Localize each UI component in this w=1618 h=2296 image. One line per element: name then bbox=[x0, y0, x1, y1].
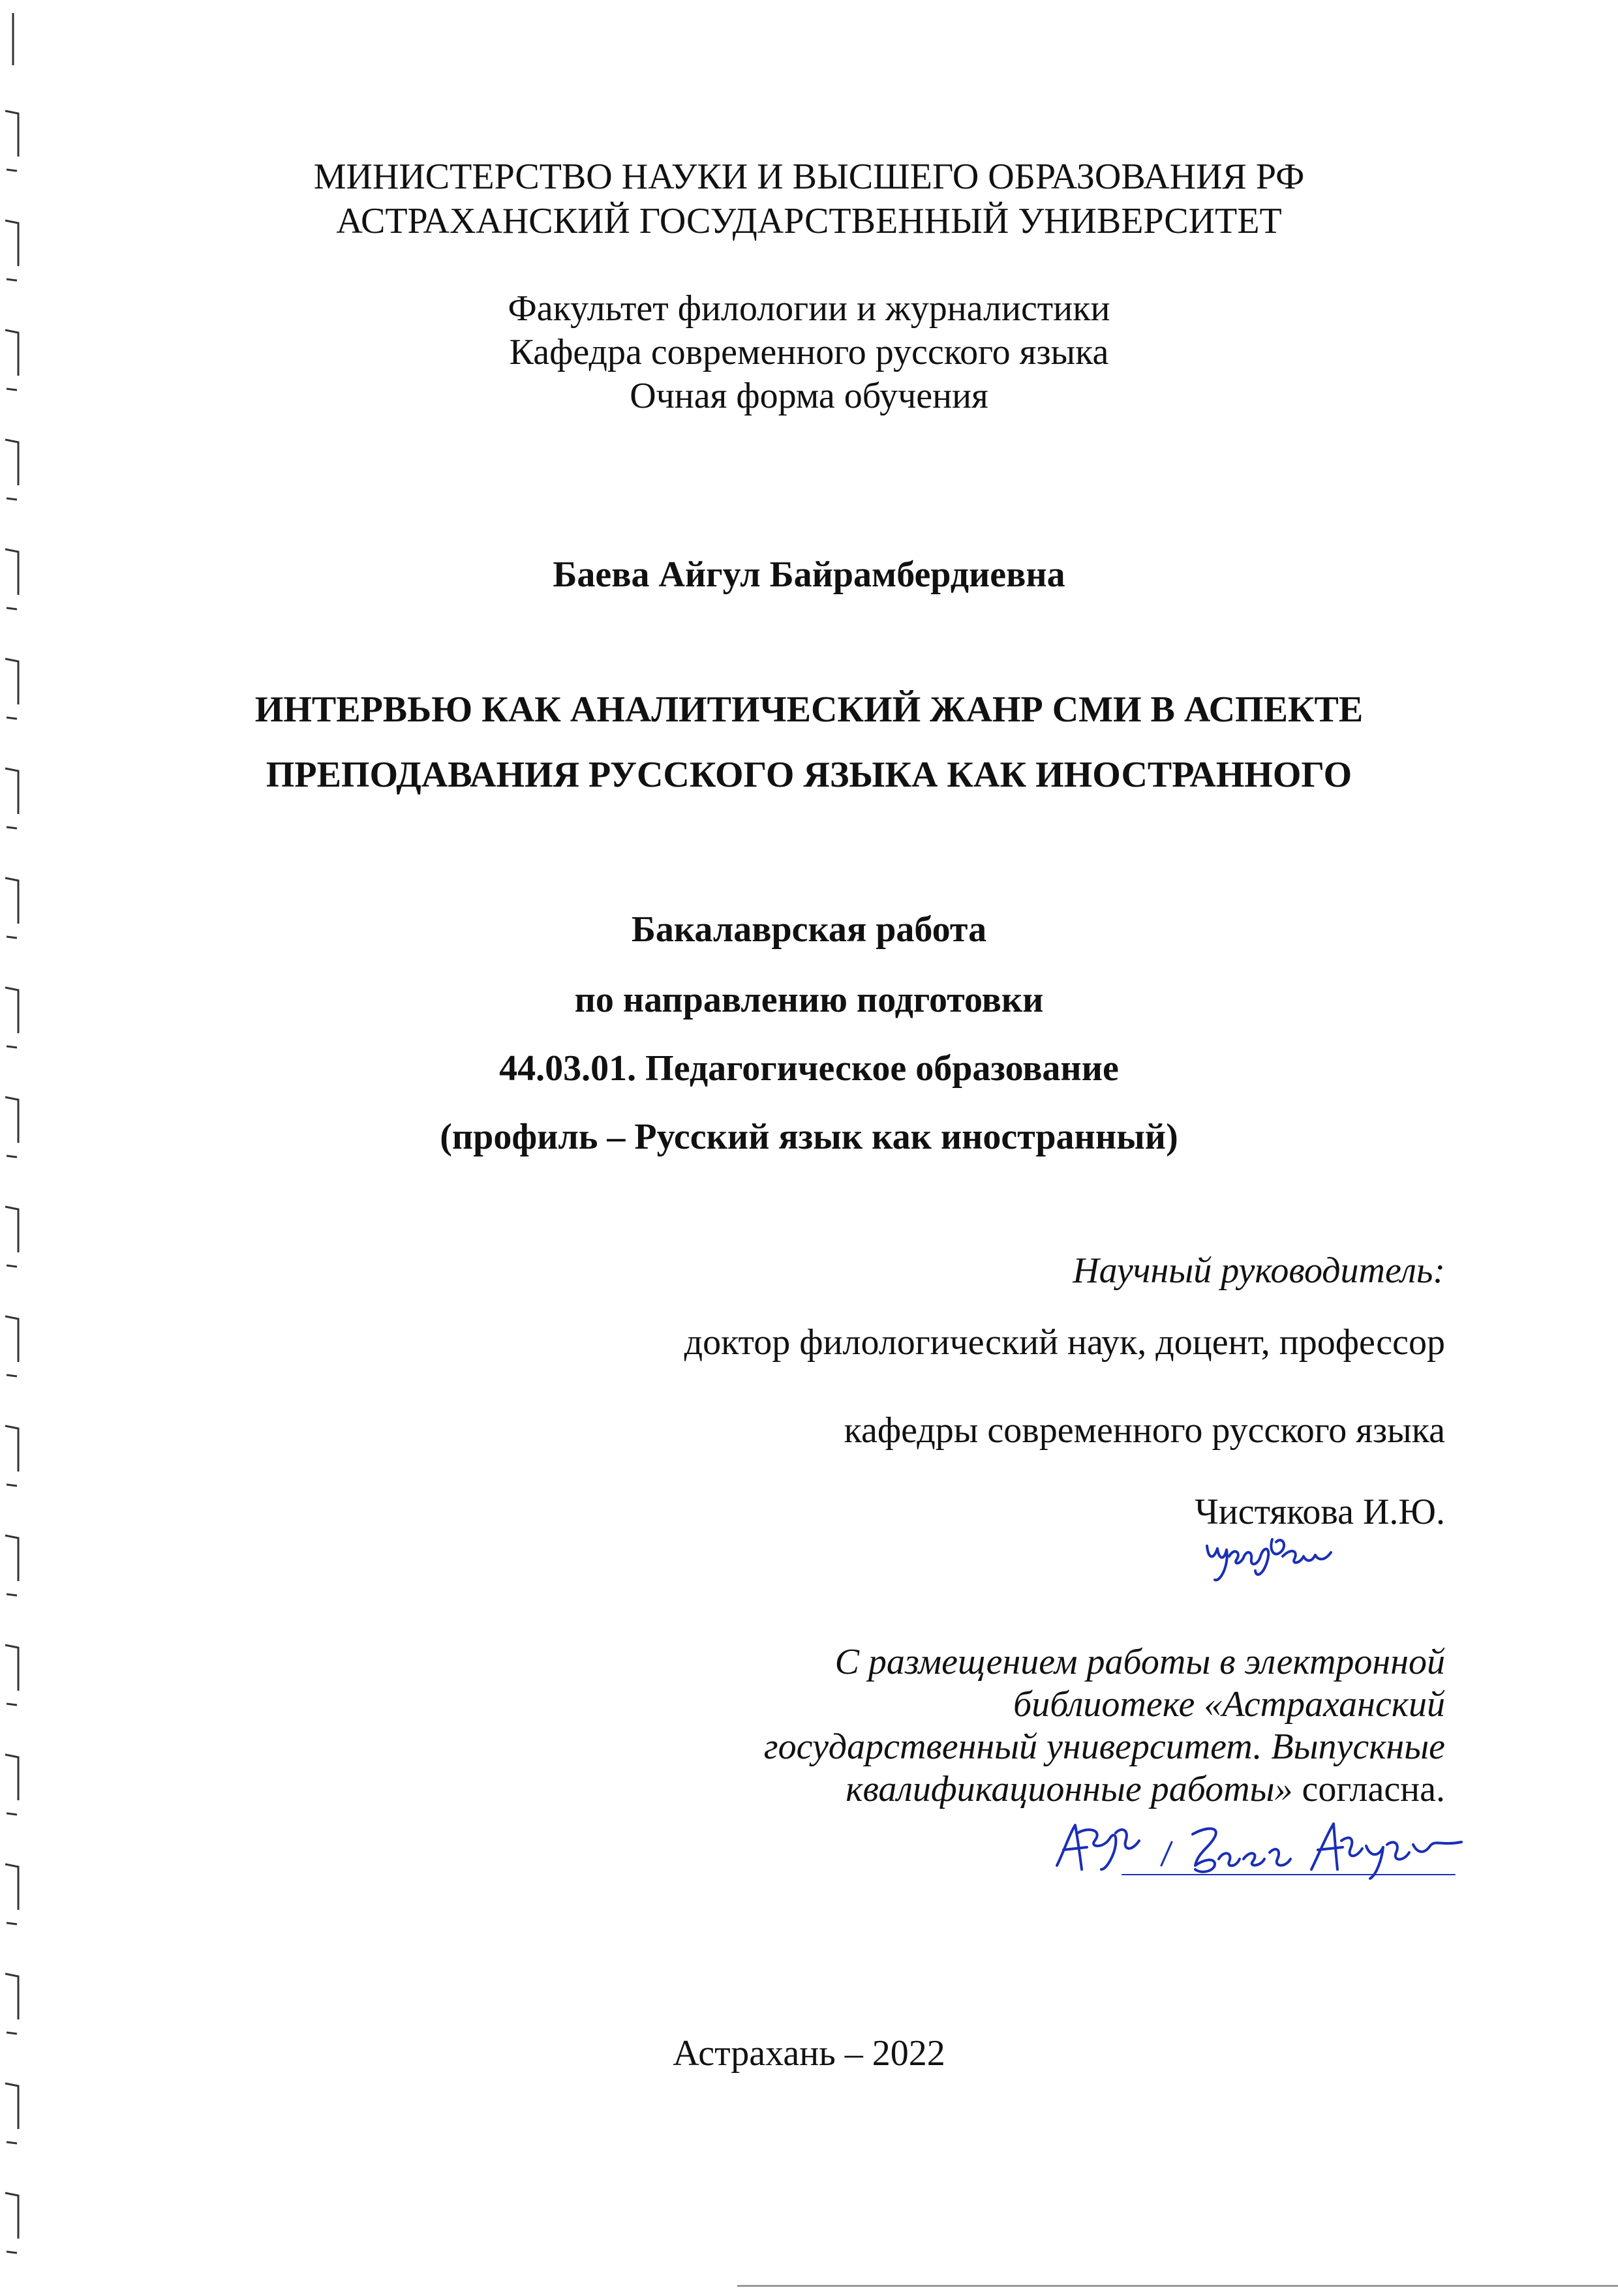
binding-mark bbox=[5, 1535, 18, 1595]
study-form: Очная форма обучения bbox=[630, 376, 988, 416]
ministry-name: МИНИСТЕРСТВО НАУКИ И ВЫСШЕГО ОБРАЗОВАНИЯ РФ bbox=[313, 157, 1305, 197]
supervisor-department: кафедры современного русского языка bbox=[844, 1410, 1445, 1451]
binding-mark bbox=[5, 1645, 18, 1705]
binding-mark bbox=[5, 1974, 18, 2034]
student-signature bbox=[1044, 1807, 1474, 1892]
supervisor-name: Чистякова И.Ю. bbox=[1195, 1492, 1445, 1532]
university-name: АСТРАХАНСКИЙ ГОСУДАРСТВЕННЫЙ УНИВЕРСИТЕТ bbox=[336, 201, 1282, 241]
direction-label: по направлению подготовки bbox=[574, 980, 1044, 1020]
consent-line-4 bbox=[846, 1768, 1445, 1811]
work-type: Бакалаврская работа bbox=[631, 909, 987, 950]
binding-mark bbox=[5, 1864, 18, 1924]
binding-mark bbox=[5, 1755, 18, 1815]
binding-mark bbox=[5, 2083, 18, 2143]
consent-line-3: государственный университет. Выпускные bbox=[763, 1727, 1445, 1767]
direction-code: 44.03.01. Педагогическое образование bbox=[499, 1048, 1119, 1089]
thesis-title-line-2: ПРЕПОДАВАНИЯ РУССКОГО ЯЗЫКА КАК ИНОСТРАННОГО bbox=[266, 755, 1352, 795]
department-name: Кафедра современного русского языка bbox=[509, 332, 1109, 372]
consent-line-1: С размещением работы в электронной bbox=[834, 1642, 1445, 1682]
binding-mark bbox=[5, 2193, 18, 2253]
faculty-name: Факультет филологии и журналистики bbox=[508, 288, 1110, 329]
supervisor-degree: доктор филологический наук, доцент, профессор bbox=[684, 1322, 1445, 1363]
supervisor-signature bbox=[1200, 1520, 1344, 1592]
binding-mark bbox=[5, 1316, 18, 1376]
supervisor-label: Научный руководитель: bbox=[1073, 1250, 1445, 1291]
binding-mark bbox=[5, 1207, 18, 1267]
place-year: Астрахань – 2022 bbox=[673, 2033, 945, 2074]
author-name: Баева Айгул Байрамбердиевна bbox=[553, 554, 1065, 595]
profile: (профиль – Русский язык как иностранный) bbox=[440, 1117, 1178, 1157]
consent-line-4-regular: согласна. bbox=[1292, 1769, 1445, 1809]
consent-line-4-italic: квалификационные работы» bbox=[846, 1769, 1293, 1809]
consent-line-2: библиотеке «Астраханский bbox=[1013, 1684, 1445, 1725]
thesis-title-line-1: ИНТЕРВЬЮ КАК АНАЛИТИЧЕСКИЙ ЖАНР СМИ В АСПЕКТЕ bbox=[254, 689, 1364, 730]
binding-mark bbox=[5, 440, 18, 500]
bottom-edge-line bbox=[737, 2285, 1618, 2287]
binding-mark bbox=[5, 1426, 18, 1486]
